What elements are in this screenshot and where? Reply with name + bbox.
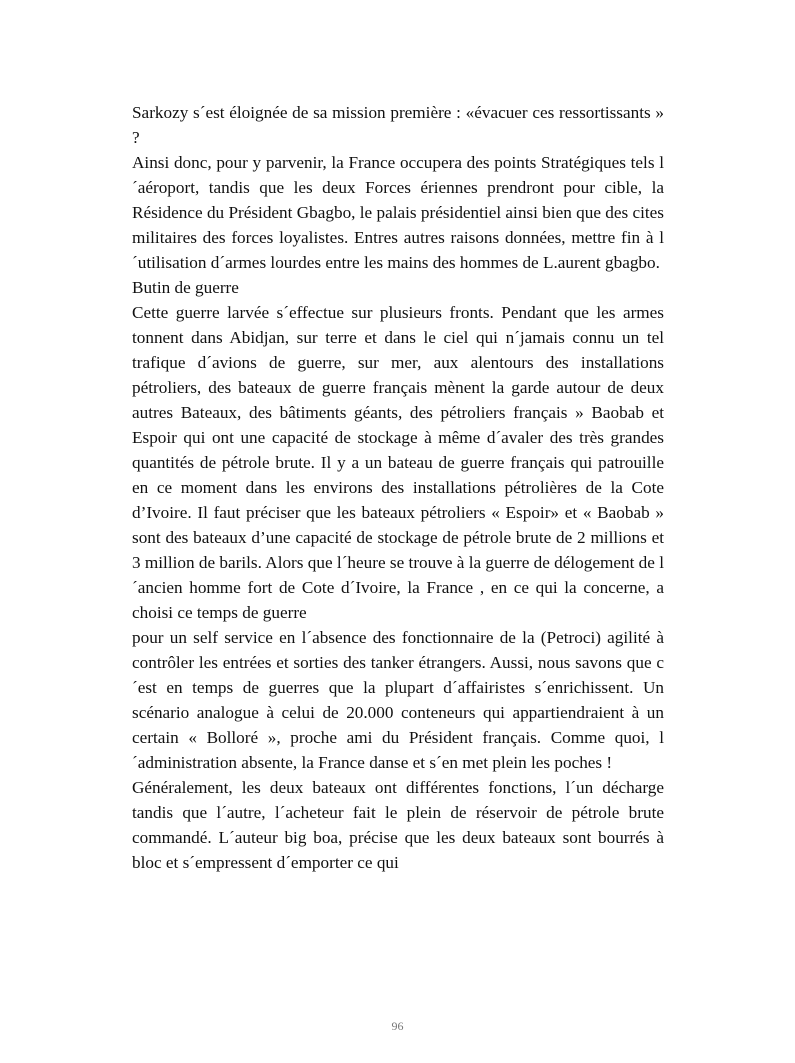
paragraph-boat-functions: Généralement, les deux bateaux ont différentes fonctions, l´un décharge tandis que l´autre, l´acheteur fait le plein de réservoir de pétrole brute commandé. L´auteur big boa, précise que les deux bateaux sont bourrés à bloc et s´empressent d´emporter ce qui: [132, 778, 664, 872]
paragraph-mission-question: Sarkozy s´est éloignée de sa mission première : «évacuer ces ressortissants » ?: [132, 103, 664, 147]
paragraph-self-service: pour un self service en l´absence des fonctionnaire de la (Petroci) agilité à contrôler les entrées et sorties des tanker étrangers. Aussi, nous savons que c´est en temps de guerres que la plupart d´affairistes s´enrichissent. Un scénario analogue à celui de 20.000 conteneurs qui appartiendraient à un certain « Bolloré », proche ami du Président français. Comme quoi, l´administration absente, la France danse et s´en met plein les poches !: [132, 628, 664, 772]
page-body: [132, 100, 664, 875]
paragraph-france-strategy: Ainsi donc, pour y parvenir, la France occupera des points Stratégiques tels l´aéroport, tandis que les deux Forces ériennes prendront pour cible, la Résidence du Président Gbagbo, le palais présidentiel ainsi bien que des cites militaires des forces loyalistes. Entres autres raisons données, mettre fin à l´utilisation d´armes lourdes entre les mains des hommes de L.aurent gbagbo.: [132, 153, 664, 272]
page-number: 96: [391, 1019, 404, 1033]
paragraph-war-fronts: Cette guerre larvée s´effectue sur plusieurs fronts. Pendant que les armes tonnent dans Abidjan, sur terre et dans le ciel qui n´jamais connu un tel trafique d´avions de guerre, sur mer, aux alentours des installations pétroliers, des bateaux de guerre français mènent la garde autour de deux autres Bateaux, des bâtiments géants, des pétroliers français » Baobab et Espoir qui ont une capacité de stockage à même d´avaler des très grandes quantités de pétrole brute. Il y a un bateau de guerre français qui patrouille en ce moment dans les environs des installations pétrolières de la Cote d’Ivoire. Il faut préciser que les bateaux pétroliers « Espoir» et « Baobab » sont des bateaux d’une capacité de stockage de pétrole brute de 2 millions et 3 million de barils. Alors que l´heure se trouve à la guerre de délogement de l´ancien homme fort de Cote d´Ivoire, la France , en ce qui la concerne, a choisi ce temps de guerre: [132, 303, 664, 622]
section-heading-butin-de-guerre: Butin de guerre: [132, 278, 239, 297]
